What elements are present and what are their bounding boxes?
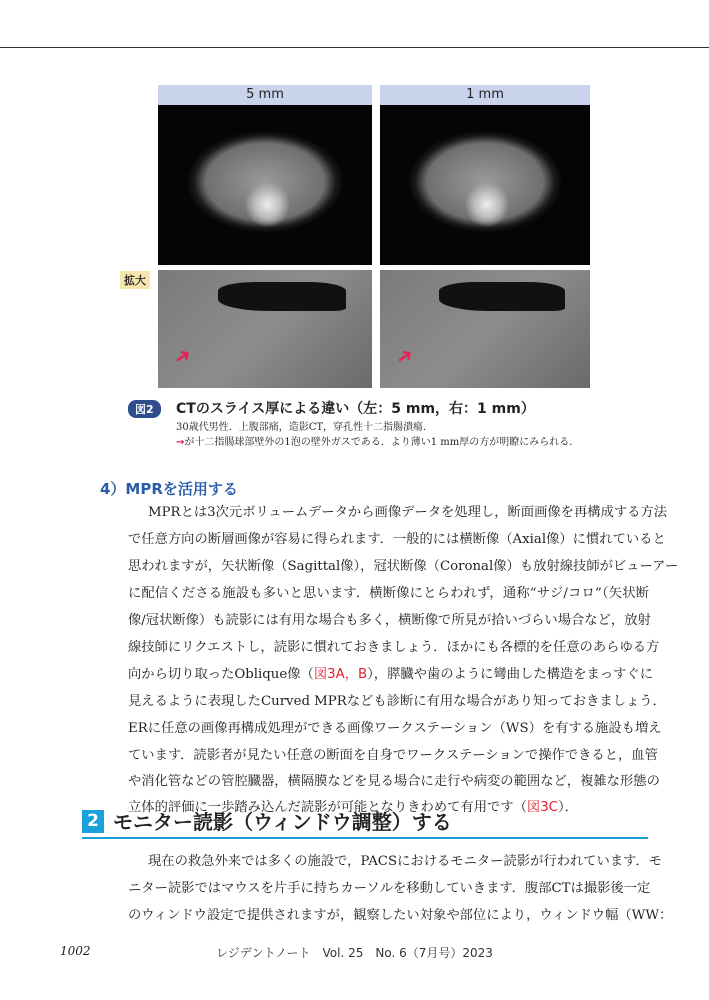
body-line: のウィンドウ設定で提供されますが，観察したい対象や部位により，ウィンドウ幅（WW：: [128, 908, 673, 923]
heading-rule: [82, 837, 648, 839]
body-line: ニター読影ではマウスを片手に持ちカーソルを移動していきます．腹部CTは撮影後一定: [128, 881, 651, 896]
figure-caption-1: 30歳代男性．上腹部痛，造影CT，穿孔性十二指腸潰瘍．: [176, 422, 434, 433]
figure-header-5mm: 5 mm: [158, 85, 372, 105]
figure-ref-3c[interactable]: 図3C: [526, 800, 558, 815]
enlarge-label: 拡大: [120, 271, 150, 289]
body-line: ERに任意の画像再構成処理ができる画像ワークステーション（WS）を有する施設も増え: [128, 721, 662, 736]
figure-ref-3ab[interactable]: 図3A，B: [313, 667, 368, 682]
body-line: 思われますが，矢状断像（Sagittal像），冠状断像（Coronal像）も放射線技師がビューアー: [128, 559, 679, 574]
top-rule: [0, 47, 709, 48]
arrow-icon: →: [176, 437, 185, 448]
body-line: 現在の救急外来では多くの施設で，PACSにおけるモニター読影が行われています．モ: [148, 854, 662, 869]
body-line: 見えるように表現したCurved MPRなども診断に有用な場合があり知っておきましょう．: [128, 694, 666, 709]
ct-image-1mm: [380, 105, 590, 265]
body-line: に配信くださる施設も多いと思います．横断像にとらわれず，通称“サジ/コロ”（矢状断: [128, 586, 649, 601]
body-line: 向から切り取ったOblique像（図3A，B），膵臓や歯のように彎曲した構造をまっすぐに: [128, 667, 654, 682]
ct-image-5mm: [158, 105, 372, 265]
body-line: MPRとは3次元ボリュームデータから画像データを処理し，断面画像を再構成する方法: [148, 505, 668, 520]
page-number: 1002: [60, 944, 91, 958]
ct-zoom-5mm: [158, 270, 372, 388]
section-heading-mpr: 4）MPRを活用する: [100, 480, 238, 498]
arrow-icon: ➜: [390, 341, 419, 371]
figure-header-1mm: 1 mm: [380, 85, 590, 105]
journal-footer: レジデントノート Vol. 25 No. 6（7月号）2023: [216, 946, 493, 960]
body-line: ています．読影者が見たい任意の断面を自身でワークステーションで操作できると，血管: [128, 748, 658, 763]
figure-number: 図2: [128, 400, 161, 418]
figure-caption-2: →が十二指腸球部壁外の1泡の壁外ガスである．より薄い1 mm厚の方が明瞭にみられる．: [176, 437, 580, 448]
section-heading-monitor: モニター読影（ウィンドウ調整）する: [113, 810, 452, 834]
body-line: 立体的評価に一歩踏み込んだ読影が可能となりきわめて有用です（図3C）．: [128, 800, 578, 815]
body-line: 像/冠状断像）も読影には有用な場合も多く，横断像で所見が拾いづらい場合など，放射: [128, 613, 651, 628]
figure-title: CTのスライス厚による違い（左：5 mm，右：1 mm）: [176, 401, 535, 417]
body-line: 線技師にリクエストし，読影に慣れておきましょう．ほかにも各標的を任意のあらゆる方: [128, 640, 660, 655]
body-line: や消化管などの管腔臓器，横隔膜などを見る場合に走行や病変の範囲など，複雑な形態の: [128, 774, 660, 789]
ct-zoom-1mm: [380, 270, 590, 388]
body-line: で任意方向の断層画像が容易に得られます．一般的には横断像（Axial像）に慣れていると: [128, 532, 666, 547]
section-number-badge: 2: [82, 810, 104, 833]
arrow-icon: ➜: [168, 341, 197, 371]
